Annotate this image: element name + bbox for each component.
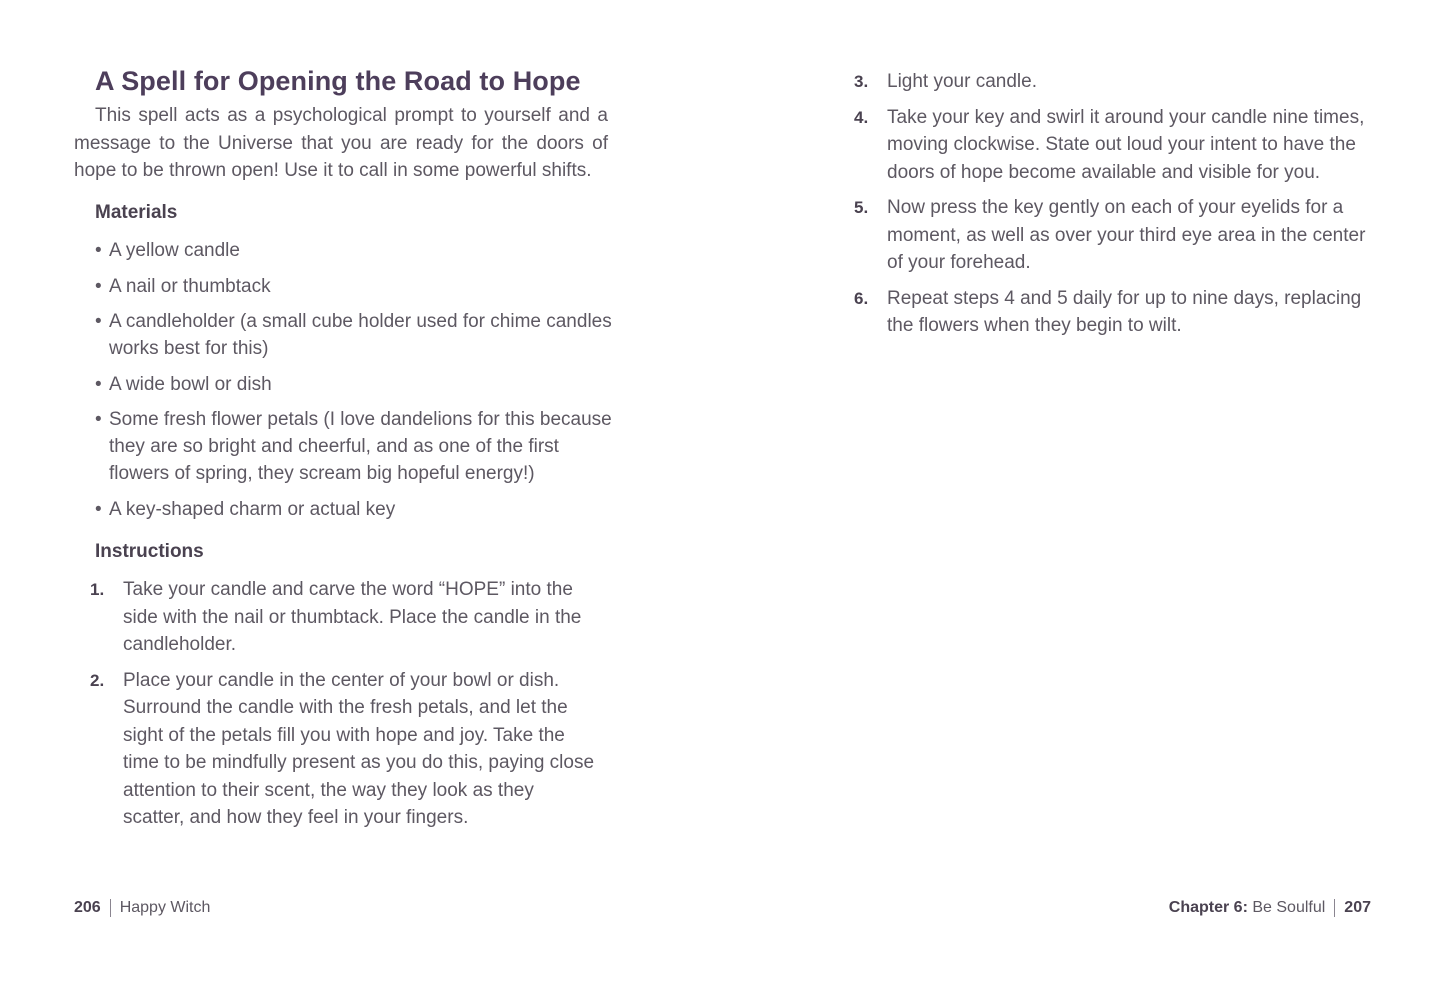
- step-text: Place your candle in the center of your bowl or dish. Surround the candle with the fresh petals, and let the sight of the petals fill you with hope and joy. Take the time to be mindfully present as you do this, paying close attention to their scent, the way they look as they scatter, and how they feel in your fingers.: [123, 669, 595, 828]
- instruction-step: [854, 68, 1374, 96]
- material-item: • A nail or thumbtack: [95, 273, 615, 300]
- step-text: Take your key and swirl it around your candle nine times, moving clockwise. State out loud your intent to have the doors of hope become available and visible for you.: [887, 106, 1365, 183]
- bullet-icon: •: [95, 498, 102, 520]
- material-item: • A key-shaped charm or actual key: [95, 496, 615, 523]
- step-text: Light your candle.: [887, 71, 1037, 92]
- right-footer: [1169, 899, 1371, 917]
- bullet-icon: •: [95, 311, 102, 332]
- instruction-step: [854, 285, 1374, 340]
- material-item: • A wide bowl or dish: [95, 371, 615, 398]
- step-number: 2.: [90, 670, 105, 690]
- materials-list: [95, 237, 615, 531]
- spell-title: A Spell for Opening the Road to Hope: [95, 66, 581, 96]
- step-text: Now press the key gently on each of your eyelids for a moment, as well as over your third eye area in the center of your forehead.: [887, 197, 1366, 273]
- chapter-title: Be Soulful: [1252, 899, 1326, 916]
- book-title: Happy Witch: [119, 899, 211, 916]
- step-text: Take your candle and carve the word “HOPE” into the side with the nail or thumbtack. Place the candle in the candleholder.: [123, 579, 582, 655]
- left-footer: [74, 899, 210, 917]
- step-number: 6.: [854, 288, 869, 308]
- step-number: 5.: [854, 198, 869, 217]
- right-page: [722, 0, 1445, 985]
- step-text: Repeat steps 4 and 5 daily for up to nine days, replacing the flowers when they begin to wilt.: [887, 287, 1362, 336]
- footer-divider: [1334, 899, 1335, 917]
- instruction-step: [854, 194, 1374, 277]
- material-item: • A yellow candle: [95, 237, 615, 264]
- material-item: • A candleholder (a small cube holder used for chime candles works best for this): [95, 308, 615, 362]
- footer-divider: [110, 899, 111, 917]
- step-number: 1.: [90, 580, 105, 599]
- bullet-icon: •: [95, 409, 102, 430]
- bullet-icon: •: [95, 275, 102, 297]
- step-number: 4.: [854, 107, 869, 127]
- bullet-icon: •: [95, 240, 102, 261]
- page-number: 207: [1344, 899, 1371, 916]
- bullet-icon: •: [95, 373, 102, 395]
- instruction-step: [854, 104, 1374, 187]
- step-number: 3.: [854, 72, 869, 91]
- instructions-list-right: [854, 68, 1374, 348]
- intro-paragraph: This spell acts as a psychological prompt to yourself and a message to the Universe that you are ready for the doors of hope to be thrown open! Use it to call in some powerful shifts.: [74, 105, 608, 181]
- materials-heading: Materials: [95, 202, 178, 223]
- instructions-list-left: [90, 576, 600, 840]
- chapter-label: Chapter 6:: [1168, 899, 1248, 916]
- page-number: 206: [74, 899, 101, 916]
- instructions-heading: Instructions: [95, 541, 204, 562]
- instruction-step: [90, 667, 600, 832]
- instruction-step: [90, 576, 600, 659]
- material-item: • Some fresh flower petals (I love dandelions for this because they are so bright and cheerful, and as one of the first flowers of spring, they scream big hopeful energy!): [95, 406, 615, 487]
- left-page: [0, 0, 722, 985]
